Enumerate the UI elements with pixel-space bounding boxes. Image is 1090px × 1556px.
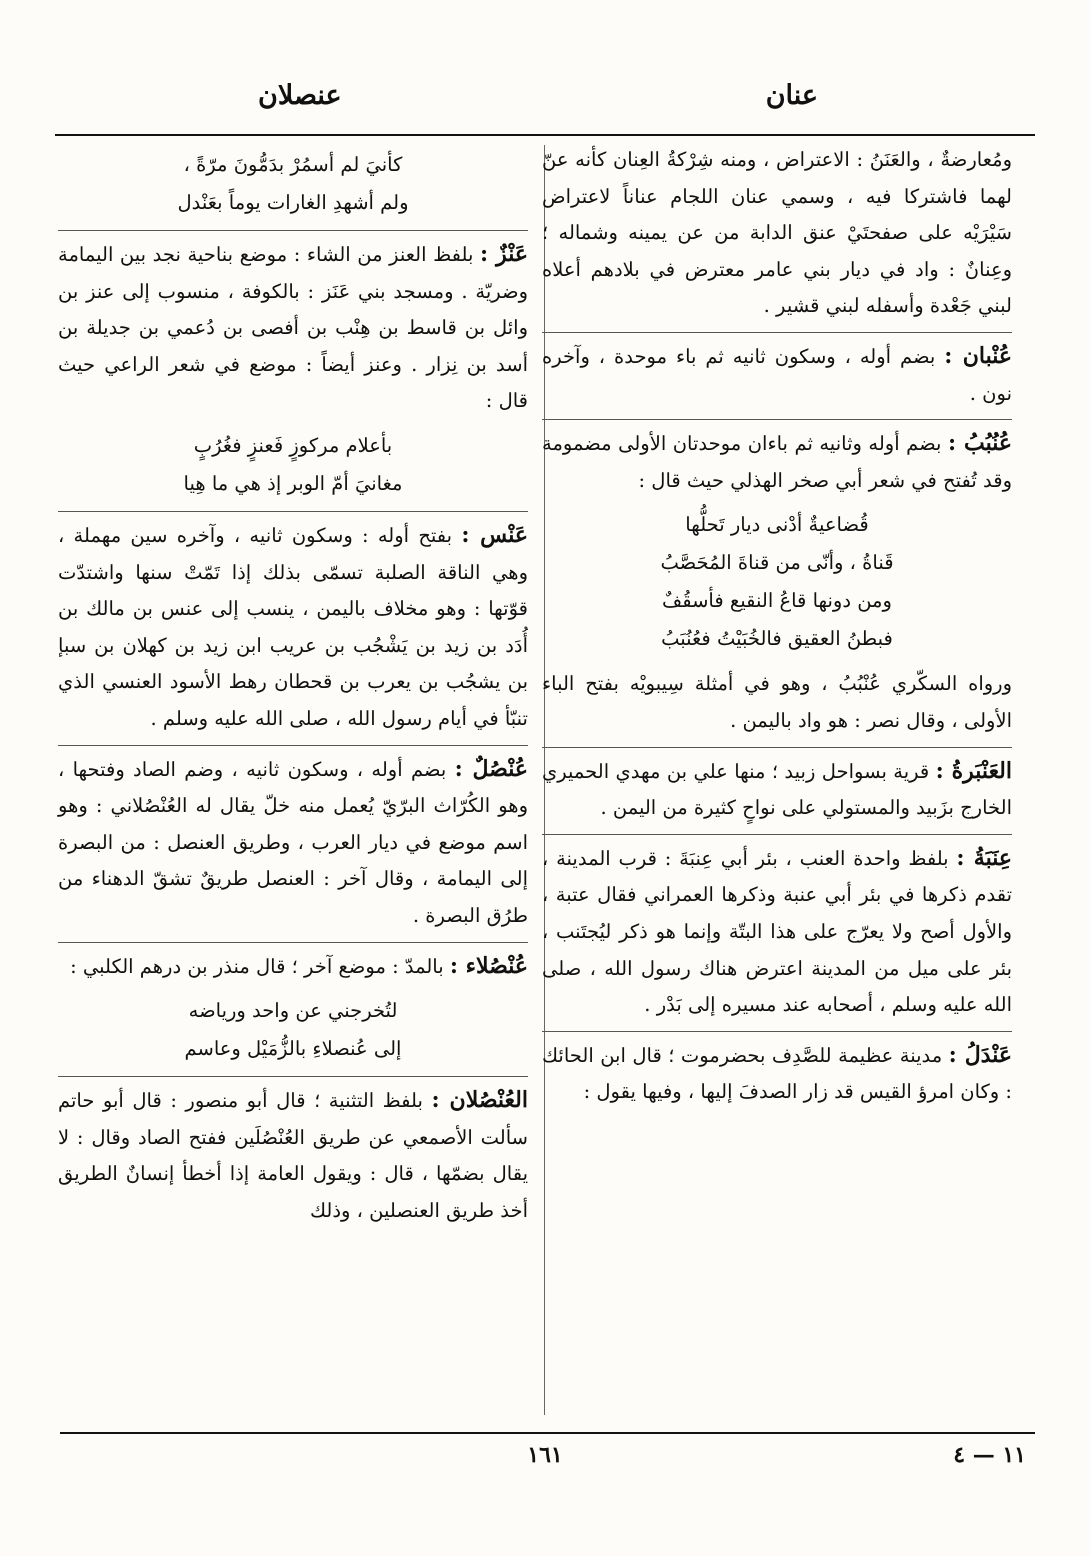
entry-separator xyxy=(58,1076,528,1077)
left-column xyxy=(58,142,528,1236)
entry-onban xyxy=(542,338,1012,412)
headword: عَنْزٌ : xyxy=(479,241,529,267)
verse-line: ولم أشهدِ الغارات يوماً بعَنْدل xyxy=(177,191,409,214)
headword: عَنْس : xyxy=(461,521,528,548)
bottom-rule xyxy=(60,1432,1035,1434)
headword: عُنْصُلٌ : xyxy=(454,755,528,782)
verse-line: لتُخرجني عن واحد ورياضه xyxy=(188,999,398,1023)
entry-text: بلفظ التثنية ؛ قال أبو منصور : قال أبو حاتم سألت الأصمعي عن طريق العُنْصُلَين ففتح الصاد وقال : لا يقال بضمّها ، قال : ويقول العامة إذا أخطأ إنسانٌ الطريق أخذ طريق العنصلين ، وذلك xyxy=(58,1089,528,1222)
entry-inaba xyxy=(542,840,1012,1024)
entry-continuation: ورواه السكّري عُنْبُبُ ، وهو في أمثلة سِيبويْه بفتح الباء الأولى ، وقال نصر : هو واد باليمن . xyxy=(542,672,1012,732)
entry-separator xyxy=(58,511,528,512)
verse-block xyxy=(58,992,528,1068)
verse-line: كأنيَ لم أسمُرْ بدَمُّونَ مرّةً ، xyxy=(183,153,403,176)
headword: عِنَبَةُ : xyxy=(956,844,1012,871)
entry-separator xyxy=(542,1031,1012,1032)
entry-separator xyxy=(58,942,528,943)
headword: العَنْبَرةُ : xyxy=(935,757,1012,784)
entry-text: بلفظ واحدة العنب ، بئر أبي عِنبَةَ : قرب المدينة ، تقدم ذكرها في بئر أبي عنبة وذكرها العمراني فقال عتبة ، والأول أصح ولا يعرّج على هذا البتّة وإنما هو ذكر ليُجتَنب ، بئر على ميل من المدينة اعترض هناك رسول الله ، صلى الله عليه وسلم ، أصحابه عند مسيره إلى بَدْر . xyxy=(542,846,1012,1017)
entry-text: بالمدّ : موضع آخر ؛ قال منذر بن درهم الكلبي : xyxy=(70,954,444,978)
running-head-right: عنان xyxy=(765,80,818,111)
entry-text: بفتح أوله : وسكون ثانيه ، وآخره سين مهملة ، وهي الناقة الصلبة تسمّى بذلك إذا تَمّتْ سنها واشتدّت قوّتها : وهو مخلاف باليمن ، ينسب إلى عنس بن مالك بن أُدَد بن زيد بن يَشْجُب بن عريب ابن زيد بن كهلان بن سبإ بن يشجُب بن يعرب بن قحطان رهط الأسود العنسي الذي تنبّأ في أيام رسول الله ، صلى الله عليه وسلم . xyxy=(58,523,528,730)
signature-mark: ١١ — ٤ xyxy=(953,1442,1026,1468)
continued-paragraph: ومُعارضةٌ ، والعَنَنُ : الاعتراض ، ومنه شِرْكةُ العِنان كأنه عنّ لهما فاشتركا فيه ، وسمي عنان اللجام عناناً لاعتراض سَيْرَيْه على صفحتَيْ عنق الدابة من عن يمينه وشماله ؛ وعِنانٌ : واد في ديار بني عامر معترض في بلادهم أعلاه لبني جَعْدة وأسفله لبني قشير . xyxy=(542,148,1012,318)
entry-separator xyxy=(58,230,528,231)
entry-separator xyxy=(542,747,1012,748)
entry-andal xyxy=(542,1037,1012,1111)
entry-onsol xyxy=(58,751,528,935)
verse-line: بأعلام مركوزٍ فَعنزٍ فغُرُبٍ xyxy=(193,433,393,457)
running-head-left: عنصلان xyxy=(258,80,342,111)
headword: عُنْبان : xyxy=(944,342,1012,369)
entry-ans xyxy=(58,517,528,738)
entry-text: مدينة عظيمة للصَّدِف بحضرموت ؛ قال ابن الحائك : وكان امرؤ القيس قد زار الصدفَ إليها ، وفيها يقول : xyxy=(542,1043,1012,1104)
entry-text: قرية بسواحل زبيد ؛ منها علي بن مهدي الحميري الخارج بزَبيد والمستولي على نواحٍ كثيرة من اليمن . xyxy=(542,759,1012,820)
page-number: ١٦١ xyxy=(527,1442,563,1468)
verse-line: قَناةُ ، وأنّى من قناةَ المُحَصَّبُ xyxy=(660,551,894,575)
entry-text: بضم أوله وثانيه ثم باءان موحدتان الأولى مضمومة وقد تُفتح في شعر أبي صخر الهذلي حيث قال : xyxy=(542,432,1012,492)
entry-separator xyxy=(58,745,528,746)
entry-onsolan xyxy=(58,1082,528,1229)
verse-block xyxy=(542,506,1012,658)
verse-line: فبطنُ العقيق فالخُبَيْتُ فعُنُبَبُ xyxy=(661,627,893,651)
right-column xyxy=(542,142,1012,1118)
entry-text: بلفظ العنز من الشاء : موضع بناحية نجد بين اليمامة وضريّة . ومسجد بني عَنَز : بالكوفة ، منسوب إلى عنز بن وائل بن قاسط بن هِنْب بن أفصى بن دُعمي بن جديلة بن أسد بن نِزار . وعنز أيضاً : موضع في شعر الراعي حيث قال : xyxy=(58,243,528,413)
verse-block xyxy=(58,146,528,222)
verse-line: قُضاعيةٌ أدْنى ديار تَحلُّها xyxy=(685,513,869,537)
entry-anz xyxy=(58,236,528,420)
headword: عُنُبُبُ : xyxy=(947,430,1013,457)
headword: عُنْصُلاء : xyxy=(449,952,528,979)
verse-line: إلى عُنصلاءِ بالزُّمَيْل وعاسم xyxy=(184,1037,402,1061)
entry-separator xyxy=(542,419,1012,420)
entry-onsola xyxy=(58,948,528,986)
entry-separator xyxy=(542,834,1012,835)
verse-line: ومن دونها قاعُ النقيع فأسقُفٌ xyxy=(662,589,892,613)
verse-line: مغانيَ أمّ الوبر إذ هي ما هِيا xyxy=(183,471,403,495)
entry-anbara xyxy=(542,753,1012,827)
headword: العُنْصُلان : xyxy=(431,1087,528,1114)
entry-separator xyxy=(542,332,1012,333)
entry-onbub xyxy=(542,425,1012,499)
headword: عَنْدَلُ : xyxy=(948,1041,1012,1068)
entry-text: بضم أوله ، وسكون ثانيه ثم باء موحدة ، وآخره نون . xyxy=(542,344,1012,405)
entry-text: بضم أوله ، وسكون ثانيه ، وضم الصاد وفتحها ، وهو الكُرّاث البرّيّ يُعمل منه خلّ يقال له العُنْصُلاني : وهو اسم موضع في ديار العرب ، وطريق العنصل : من البصرة إلى اليمامة ، وقال آخر : العنصل طريقٌ تشقّ الدهناء من طرُق البصرة . xyxy=(58,757,528,927)
verse-block xyxy=(58,427,528,503)
top-rule xyxy=(55,134,1035,136)
